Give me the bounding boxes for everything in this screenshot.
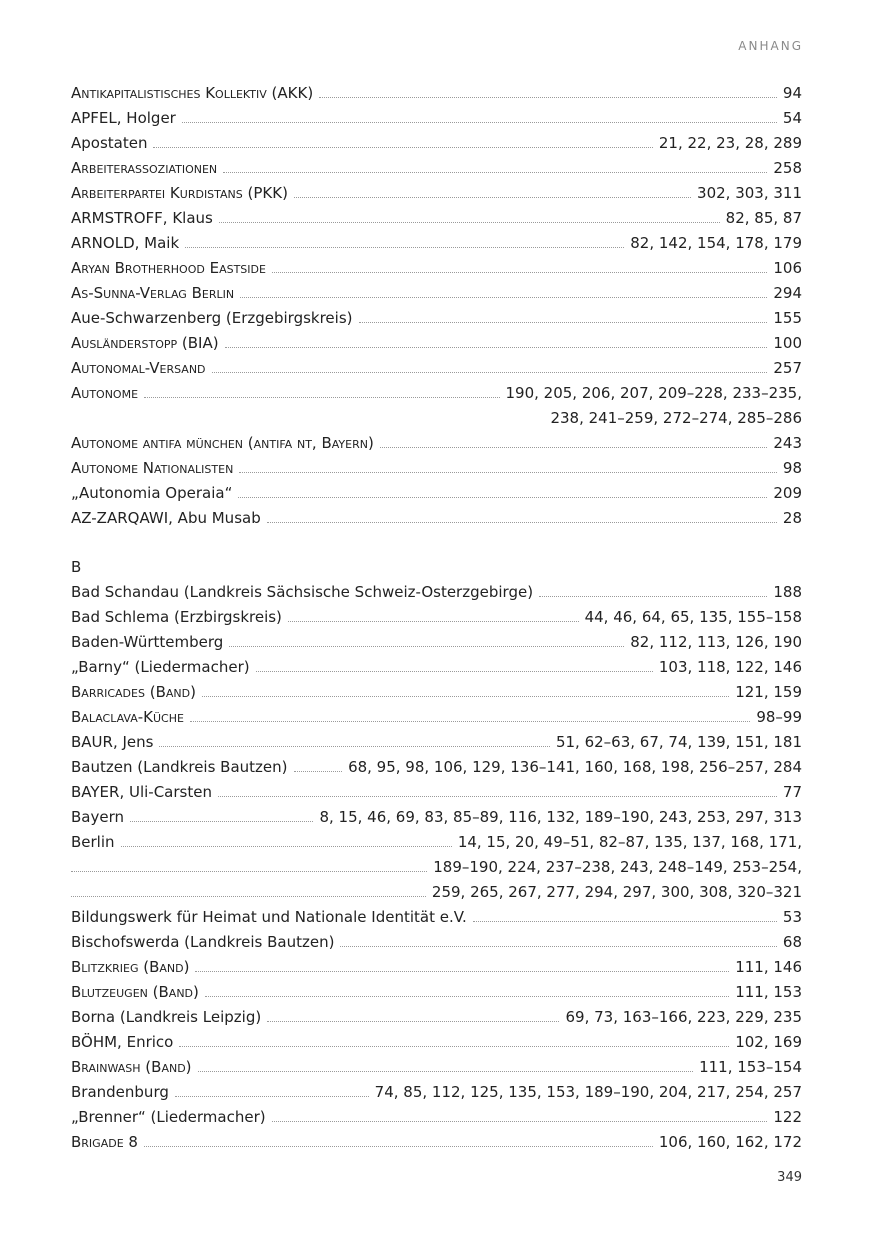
dot-leader <box>272 271 767 273</box>
index-entry <box>71 331 802 356</box>
index-entry <box>71 1080 802 1105</box>
index-pages: 302, 303, 311 <box>697 184 802 202</box>
index-term: Bad Schandau (Landkreis Sächsische Schweiz-Osterzgebirge) <box>71 583 534 601</box>
index-term: Brigade 8 <box>71 1133 138 1151</box>
dot-leader <box>267 521 777 523</box>
dot-leader <box>159 745 549 747</box>
index-term: Aryan Brotherhood Eastside <box>71 259 266 277</box>
index-pages: 122 <box>773 1108 802 1126</box>
index-pages: 8, 15, 46, 69, 83, 85–89, 116, 132, 189–190, 243, 253, 297, 313 <box>319 808 802 826</box>
index-entry <box>71 580 802 605</box>
index-entry <box>71 730 802 755</box>
index-term: Borna (Landkreis Leipzig) <box>71 1008 262 1026</box>
index-term: Bautzen (Landkreis Bautzen) <box>71 758 288 776</box>
index-entry <box>71 1030 802 1055</box>
dot-leader <box>71 870 427 872</box>
index-pages: 82, 142, 154, 178, 179 <box>630 234 802 252</box>
index-entry <box>71 680 802 705</box>
index-pages: 258 <box>773 159 802 177</box>
index-pages: 257 <box>773 359 802 377</box>
index-entry <box>71 655 802 680</box>
index-entry <box>71 131 802 156</box>
dot-leader <box>380 446 768 448</box>
dot-leader <box>238 496 767 498</box>
index-section-b <box>71 580 802 1155</box>
index-pages: 54 <box>782 109 802 127</box>
dot-leader <box>71 895 426 897</box>
running-header: ANHANG <box>738 39 803 53</box>
index-term: ARNOLD, Maik <box>71 234 180 252</box>
index-term: Brandenburg <box>71 1083 169 1101</box>
index-entry <box>71 705 802 730</box>
index-entry <box>71 980 802 1005</box>
index-pages-continuation: 238, 241–259, 272–274, 285–286 <box>550 409 802 427</box>
dot-leader <box>182 121 777 123</box>
dot-leader <box>256 670 653 672</box>
index-entry <box>71 805 802 830</box>
index-pages: 111, 153–154 <box>699 1058 802 1076</box>
index-entry <box>71 356 802 381</box>
index-pages: 106 <box>773 259 802 277</box>
index-entry <box>71 381 802 406</box>
index-term: ARMSTROFF, Klaus <box>71 209 213 227</box>
index-entry <box>71 930 802 955</box>
dot-leader <box>175 1095 369 1097</box>
index-entry <box>71 81 802 106</box>
index-entry <box>71 231 802 256</box>
index-pages: 44, 46, 64, 65, 135, 155–158 <box>584 608 802 626</box>
dot-leader <box>153 146 652 148</box>
index-entry <box>71 156 802 181</box>
index-pages: 68 <box>782 933 802 951</box>
index-pages: 100 <box>773 334 802 352</box>
index-entry <box>71 206 802 231</box>
index-pages: 111, 153 <box>735 983 802 1001</box>
index-pages: 21, 22, 23, 28, 289 <box>658 134 802 152</box>
index-pages: 209 <box>773 484 802 502</box>
index-pages: 111, 146 <box>735 958 802 976</box>
index-entry <box>71 755 802 780</box>
index-pages: 98–99 <box>756 708 802 726</box>
index-term: Apostaten <box>71 134 148 152</box>
index-term: Blutzeugen (Band) <box>71 983 199 1001</box>
dot-leader <box>121 845 452 847</box>
dot-leader <box>272 1120 768 1122</box>
index-term: Baden-Württemberg <box>71 633 224 651</box>
index-term: Bildungswerk für Heimat und Nationale Identität e.V. <box>71 908 467 926</box>
index-entry <box>71 481 802 506</box>
index-pages: 190, 205, 206, 207, 209–228, 233–235, <box>505 384 802 402</box>
index-term: Bad Schlema (Erzbirgskreis) <box>71 608 282 626</box>
index-section-a <box>71 81 802 531</box>
index-entry <box>71 106 802 131</box>
dot-leader <box>229 645 624 647</box>
index-entry <box>71 306 802 331</box>
index-term: As-Sunna-Verlag Berlin <box>71 284 235 302</box>
index-pages: 106, 160, 162, 172 <box>658 1133 802 1151</box>
dot-leader <box>219 221 720 223</box>
index-term: Arbeiterpartei Kurdistans (PKK) <box>71 184 288 202</box>
dot-leader <box>144 1145 653 1147</box>
dot-leader <box>294 770 343 772</box>
index-term: Barricades (Band) <box>71 683 196 701</box>
index-pages: 74, 85, 112, 125, 135, 153, 189–190, 204, 217, 254, 257 <box>374 1083 802 1101</box>
index-term: AZ-ZARQAWI, Abu Musab <box>71 509 261 527</box>
dot-leader <box>130 820 313 822</box>
index-pages: 259, 265, 267, 277, 294, 297, 300, 308, 320–321 <box>431 883 802 901</box>
index-pages: 68, 95, 98, 106, 129, 136–141, 160, 168, 198, 256–257, 284 <box>348 758 802 776</box>
index-entry <box>71 431 802 456</box>
index-term: „Autonomia Operaia“ <box>71 484 233 502</box>
dot-leader <box>195 970 729 972</box>
dot-leader <box>294 196 691 198</box>
index-term: Autonome <box>71 384 139 402</box>
index-pages: 189–190, 224, 237–238, 243, 248–149, 253–254, <box>433 858 802 876</box>
index-term: Autonome antifa münchen (antifa nt, Bayern) <box>71 434 374 452</box>
dot-leader <box>179 1045 729 1047</box>
index-pages: 51, 62–63, 67, 74, 139, 151, 181 <box>555 733 802 751</box>
index-entry <box>71 855 802 880</box>
index-pages: 102, 169 <box>735 1033 802 1051</box>
index-term: BAUR, Jens <box>71 733 154 751</box>
index-term: Autonomal-Versand <box>71 359 206 377</box>
index-term: Antikapitalistisches Kollektiv (AKK) <box>71 84 314 102</box>
index-pages: 155 <box>773 309 802 327</box>
index-entry <box>71 905 802 930</box>
index-entry <box>71 1130 802 1155</box>
index-entry <box>71 281 802 306</box>
index-term: Balaclava-Küche <box>71 708 184 726</box>
index-term: „Brenner“ (Liedermacher) <box>71 1108 266 1126</box>
index-entry <box>71 256 802 281</box>
index-pages: 77 <box>782 783 802 801</box>
dot-leader <box>340 945 776 947</box>
dot-leader <box>240 296 767 298</box>
index-list <box>71 81 802 1155</box>
dot-leader <box>190 720 750 722</box>
index-pages: 188 <box>773 583 802 601</box>
index-entry <box>71 955 802 980</box>
index-term: BÖHM, Enrico <box>71 1033 174 1051</box>
index-entry <box>71 605 802 630</box>
dot-leader <box>288 620 579 622</box>
dot-leader <box>205 995 729 997</box>
dot-leader <box>267 1020 559 1022</box>
index-term: BAYER, Uli-Carsten <box>71 783 212 801</box>
index-term: Berlin <box>71 833 115 851</box>
index-term: „Barny“ (Liedermacher) <box>71 658 250 676</box>
index-term: APFEL, Holger <box>71 109 176 127</box>
index-pages: 103, 118, 122, 146 <box>658 658 802 676</box>
index-pages: 82, 85, 87 <box>725 209 802 227</box>
index-pages: 94 <box>782 84 802 102</box>
index-term: Bayern <box>71 808 124 826</box>
dot-leader <box>185 246 624 248</box>
index-pages: 28 <box>782 509 802 527</box>
index-entry <box>71 780 802 805</box>
index-pages: 121, 159 <box>735 683 802 701</box>
index-pages: 69, 73, 163–166, 223, 229, 235 <box>565 1008 802 1026</box>
index-pages: 294 <box>773 284 802 302</box>
index-term: Autonome Nationalisten <box>71 459 234 477</box>
dot-leader <box>144 396 499 398</box>
index-term: Arbeiterassoziationen <box>71 159 218 177</box>
index-term: Brainwash (Band) <box>71 1058 192 1076</box>
index-entry <box>71 630 802 655</box>
index-entry <box>71 1055 802 1080</box>
dot-leader <box>198 1070 694 1072</box>
dot-leader <box>539 595 767 597</box>
index-term: Ausländerstopp (BIA) <box>71 334 219 352</box>
index-entry <box>71 830 802 855</box>
index-term: Bischofswerda (Landkreis Bautzen) <box>71 933 335 951</box>
dot-leader <box>202 695 729 697</box>
dot-leader <box>218 795 777 797</box>
index-pages: 53 <box>782 908 802 926</box>
dot-leader <box>239 471 777 473</box>
dot-leader <box>223 171 767 173</box>
section-letter-b: B <box>71 558 82 576</box>
dot-leader <box>359 321 768 323</box>
dot-leader <box>212 371 768 373</box>
index-entry <box>71 181 802 206</box>
index-entry <box>71 1005 802 1030</box>
index-term: Blitzkrieg (Band) <box>71 958 190 976</box>
dot-leader <box>473 920 777 922</box>
index-pages: 243 <box>773 434 802 452</box>
index-entry <box>71 1105 802 1130</box>
index-term: Aue-Schwarzenberg (Erzgebirgskreis) <box>71 309 353 327</box>
index-pages: 82, 112, 113, 126, 190 <box>630 633 802 651</box>
page-number: 349 <box>777 1170 802 1185</box>
dot-leader <box>319 96 777 98</box>
index-pages: 98 <box>782 459 802 477</box>
index-entry <box>71 506 802 531</box>
index-pages: 14, 15, 20, 49–51, 82–87, 135, 137, 168, 171, <box>457 833 802 851</box>
dot-leader <box>225 346 768 348</box>
index-entry <box>71 880 802 905</box>
index-entry <box>71 456 802 481</box>
